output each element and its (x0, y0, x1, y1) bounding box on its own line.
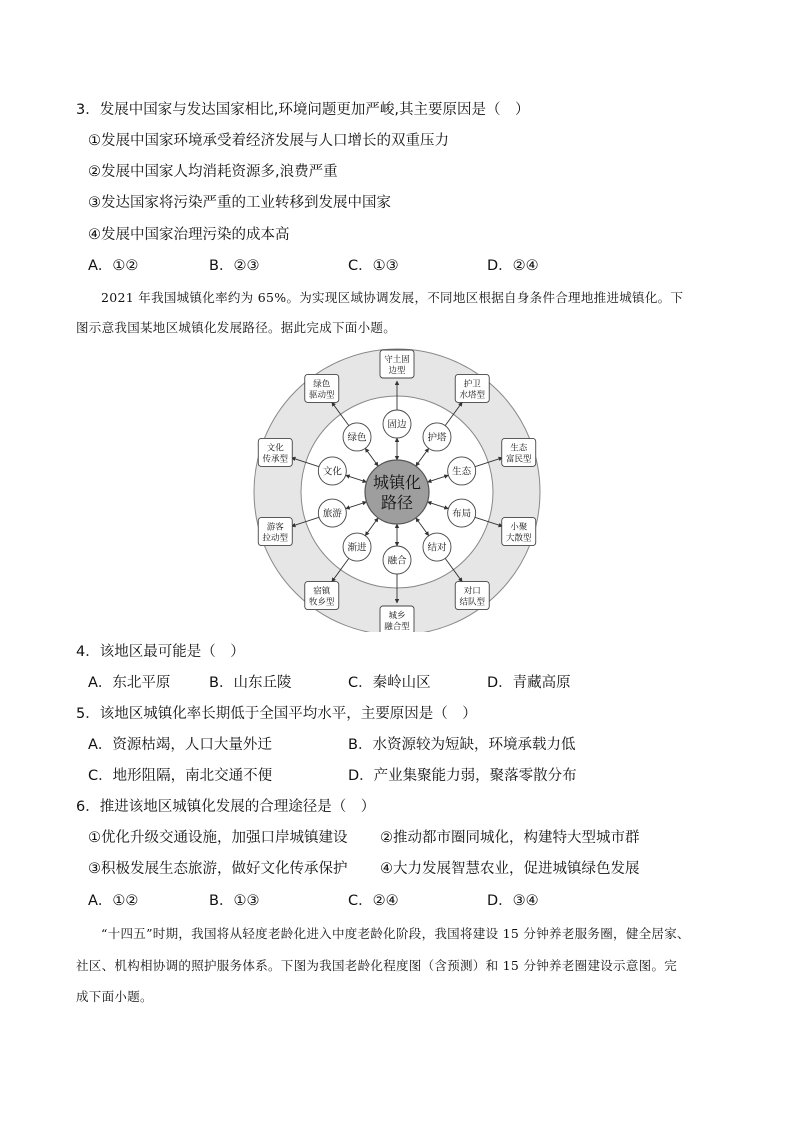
outer-type-label-line1: 护卫 (463, 379, 481, 390)
q4-option-b: B．山东丘陵 (209, 675, 292, 691)
outer-type-label-line1: 绿色 (313, 379, 331, 390)
intro1-line2: 图示意我国某地区城镇化发展路径。据此完成下面小题。 (76, 320, 397, 335)
outer-type-label-line2: 大散型 (505, 533, 532, 544)
q5-option-b: B．水资源较为短缺，环境承载力低 (348, 737, 576, 753)
outer-type-label-line2: 驱动型 (309, 390, 335, 401)
q3-item-4: ④发展中国家治理污染的成本高 (88, 227, 290, 243)
outer-type-label-line2: 结队型 (459, 597, 485, 608)
outer-type-label-line2: 牧乡型 (309, 597, 335, 608)
outer-type-label-line2: 富民型 (505, 454, 532, 465)
q3-item-3: ③发达国家将污染严重的工业转移到发展中国家 (88, 195, 391, 211)
q4-option-c: C．秦岭山区 (348, 675, 431, 691)
q6-option-d: D．③④ (487, 893, 539, 909)
outer-type-label-line2: 融合型 (384, 622, 410, 632)
q3-option-c: C．①③ (348, 258, 399, 274)
outer-type-label-line2: 拉动型 (262, 533, 289, 544)
outer-type-label-line1: 守土固 (384, 355, 410, 365)
inner-node-label: 固边 (387, 419, 407, 431)
outer-type-label-line2: 边型 (388, 366, 406, 376)
q3-option-b: B．②③ (209, 258, 260, 274)
outer-type-label-line1: 城乡 (388, 611, 406, 621)
outer-type-label-line1: 游客 (266, 522, 284, 533)
center-label-line1: 城镇化 (372, 473, 422, 492)
q3-item-2: ②发展中国家人均消耗资源多,浪费严重 (88, 164, 338, 180)
center-node (365, 460, 429, 524)
outer-type-label-line1: 对口 (463, 586, 481, 597)
inner-node-label: 生态 (452, 466, 472, 478)
q5-option-d: D．产业集聚能力弱，聚落零散分布 (348, 768, 577, 784)
center-label-line2: 路径 (380, 493, 414, 512)
outer-type-label-line2: 传承型 (262, 454, 289, 465)
q6-item-3: ③积极发展生态旅游，做好文化传承保护 (88, 861, 348, 877)
outer-type-label-line1: 文化 (266, 443, 284, 454)
q3-option-a: A．①② (88, 258, 139, 274)
inner-node-label: 绿色 (347, 432, 367, 444)
q6-item-4: ④大力发展智慧农业，促进城镇绿色发展 (380, 861, 640, 877)
inner-node-label: 结对 (427, 542, 447, 554)
inner-node-label: 文化 (322, 466, 342, 478)
q6-stem: 6．推进该地区城镇化发展的合理途径是（ ） (76, 799, 376, 815)
intro2-line3: 成下面小题。 (76, 989, 153, 1004)
q3-stem: 3．发展中国家与发达国家相比,环境问题更加严峻,其主要原因是（ ） (76, 102, 530, 118)
outer-type-label-line1: 小聚 (510, 522, 528, 533)
inner-node-label: 旅游 (322, 508, 342, 520)
urbanization-path-diagram (238, 344, 556, 632)
q3-option-d: D．②④ (487, 258, 539, 274)
q4-stem: 4．该地区最可能是（ ） (76, 644, 245, 660)
q6-option-b: B．①③ (209, 893, 260, 909)
inner-node-label: 护塔 (427, 432, 447, 444)
intro2-line2: 社区、机构相协调的照护服务体系。下图为我国老龄化程度图（含预测）和 15 分钟养老圈建设示意图。完 (76, 958, 678, 973)
q3-item-1: ①发展中国家环境承受着经济发展与人口增长的双重压力 (88, 133, 449, 149)
q6-item-1: ①优化升级交通设施，加强口岸城镇建设 (88, 830, 348, 846)
q5-stem: 5．该地区城镇化率长期低于全国平均水平，主要原因是（ ） (76, 706, 477, 722)
intro1-line1: 2021 年我国城镇化率约为 65%。为实现区域协调发展，不同地区根据自身条件合理地推进城镇化。下 (101, 290, 684, 305)
q6-item-2: ②推动都市圈同城化，构建特大型城市群 (380, 830, 640, 846)
q5-option-c: C．地形阻隔，南北交通不便 (88, 768, 273, 784)
outer-type-label-line1: 宿镇 (313, 586, 331, 597)
q6-option-c: C．②④ (348, 893, 399, 909)
outer-type-label-line2: 水塔型 (459, 390, 485, 401)
q5-option-a: A．资源枯竭，人口大量外迁 (88, 737, 272, 753)
q4-option-d: D．青藏高原 (487, 675, 571, 691)
q4-option-a: A．东北平原 (88, 675, 171, 691)
inner-node-label: 融合 (387, 555, 407, 567)
inner-node-label: 渐进 (347, 542, 367, 554)
inner-node-label: 布局 (452, 508, 472, 520)
intro2-line1: “十四五”时期，我国将从轻度老龄化进入中度老龄化阶段，我国将建设 15 分钟养老服务圈，健全居家、 (101, 926, 690, 941)
q6-option-a: A．①② (88, 893, 139, 909)
outer-type-label-line1: 生态 (510, 443, 528, 454)
